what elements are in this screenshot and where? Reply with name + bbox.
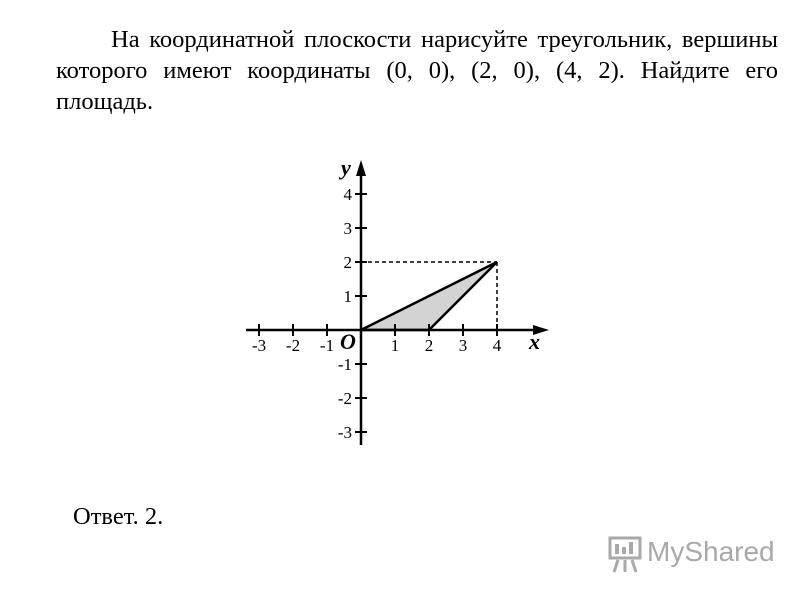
myshared-logo: [607, 533, 777, 577]
y-tick-label: -3: [337, 423, 352, 442]
y-tick-label: 1: [343, 287, 352, 306]
origin-label: O: [340, 329, 356, 354]
x-tick-label: 3: [458, 336, 468, 355]
x-tick-label: -3: [251, 336, 267, 355]
y-tick-label: 3: [343, 219, 352, 238]
problem-text: На координатной плоскости нарисуйте треугольник, вершины которого имеют координаты (0, 0), (2, 0), (4, 2). Найдите его площадь.: [56, 26, 778, 115]
answer-text: Ответ. 2.: [73, 503, 164, 530]
presentation-board-icon: [607, 535, 645, 575]
triangle: [361, 262, 497, 330]
x-tick-label: 2: [424, 336, 434, 355]
logo-text: MyShared: [647, 536, 775, 567]
y-tick-label: -2: [337, 389, 352, 408]
x-tick-label: -2: [285, 336, 301, 355]
y-tick-label: 4: [343, 185, 352, 204]
y-tick-label: 2: [343, 253, 352, 272]
y-tick-label: -1: [337, 355, 352, 374]
x-axis-label: x: [529, 329, 540, 354]
x-tick-label: 4: [492, 336, 502, 355]
x-tick-label: -1: [319, 336, 335, 355]
x-tick-label: 1: [390, 336, 400, 355]
y-axis-arrow: [356, 160, 366, 176]
y-axis-label: y: [341, 155, 351, 180]
